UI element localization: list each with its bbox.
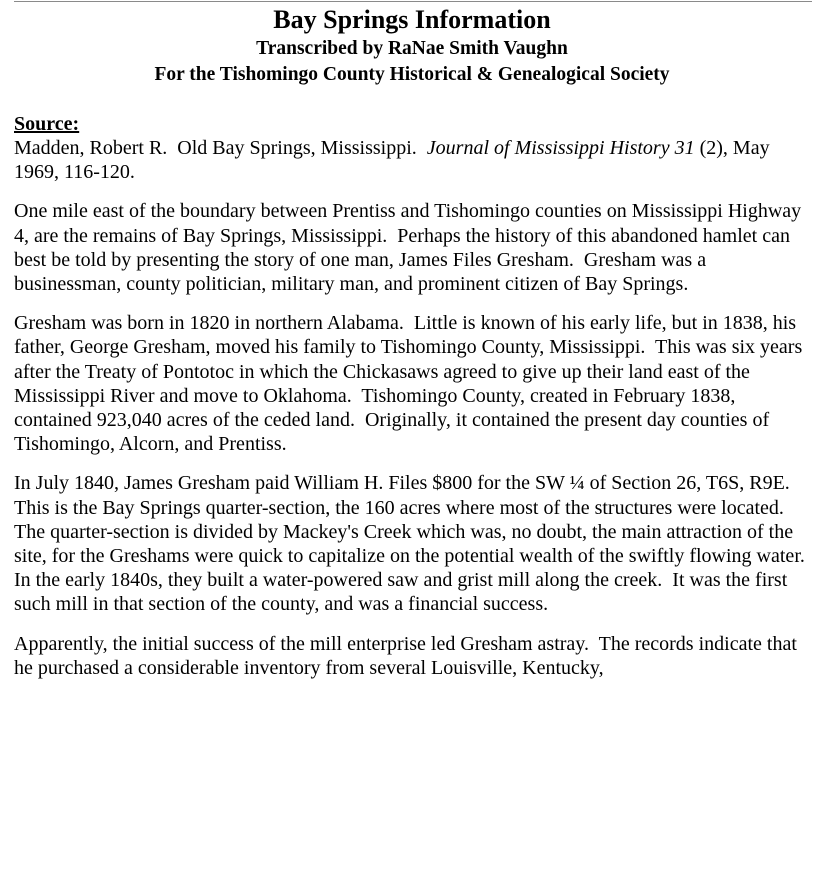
- source-citation: [14, 136, 810, 184]
- document-title: Bay Springs Information: [273, 5, 551, 34]
- document-page: [14, 4, 815, 695]
- paragraph-4: Apparently, the initial success of the mill enterprise led Gresham astray. The records indicate that he purchased a considerable inventory from several Louisville, Kentucky,: [14, 632, 802, 679]
- society-line: For the Tishomingo County Historical & Genealogical Society: [154, 64, 670, 85]
- citation-details: (2), May 1969, 116-120.: [14, 137, 775, 184]
- transcriber-line: Transcribed by RaNae Smith Vaughn: [256, 38, 568, 59]
- document-header: [14, 4, 810, 88]
- source-label: Source:: [14, 113, 80, 135]
- source-section: [14, 112, 810, 184]
- citation-journal: Journal of Mississippi History 31: [426, 137, 695, 159]
- paragraph-1: One mile east of the boundary between Prentiss and Tishomingo counties on Mississippi Highway 4, are the remains of Bay Springs, Mississippi. Perhaps the history of this abandoned hamlet can best be told by presenting the story of one man, James Files Gresham. Gresham was a businessman, county politician, military man, and prominent citizen of Bay Springs.: [14, 200, 807, 296]
- top-border-rule: [14, 1, 812, 2]
- paragraph-2: Gresham was born in 1820 in northern Alabama. Little is known of his early life, but in 1838, his father, George Gresham, moved his family to Tishomingo County, Mississippi. This was six years after the Treaty of Pontotoc in which the Chickasaws agreed to give up their land east of the Mississippi River and move to Oklahoma. Tishomingo County, created in February 1838, contained 923,040 acres of the ceded land. Originally, it contained the present day counties of Tishomingo, Alcorn, and Prentiss.: [14, 312, 808, 456]
- citation-authors-title: Madden, Robert R. Old Bay Springs, Mississippi.: [14, 137, 427, 159]
- paragraph-3: In July 1840, James Gresham paid William H. Files $800 for the SW ¼ of Section 26, T6S, R9E. This is the Bay Springs quarter-section, the 160 acres where most of the structures were located. The quarter-section is divided by Mackey's Creek which was, no doubt, the main attraction of the site, for the Greshams were quick to capitalize on the potential wealth of the swiftly flowing water. In the early 1840s, they built a water-powered saw and grist mill along the creek. It was the first such mill in that section of the county, and was a financial success.: [14, 472, 815, 616]
